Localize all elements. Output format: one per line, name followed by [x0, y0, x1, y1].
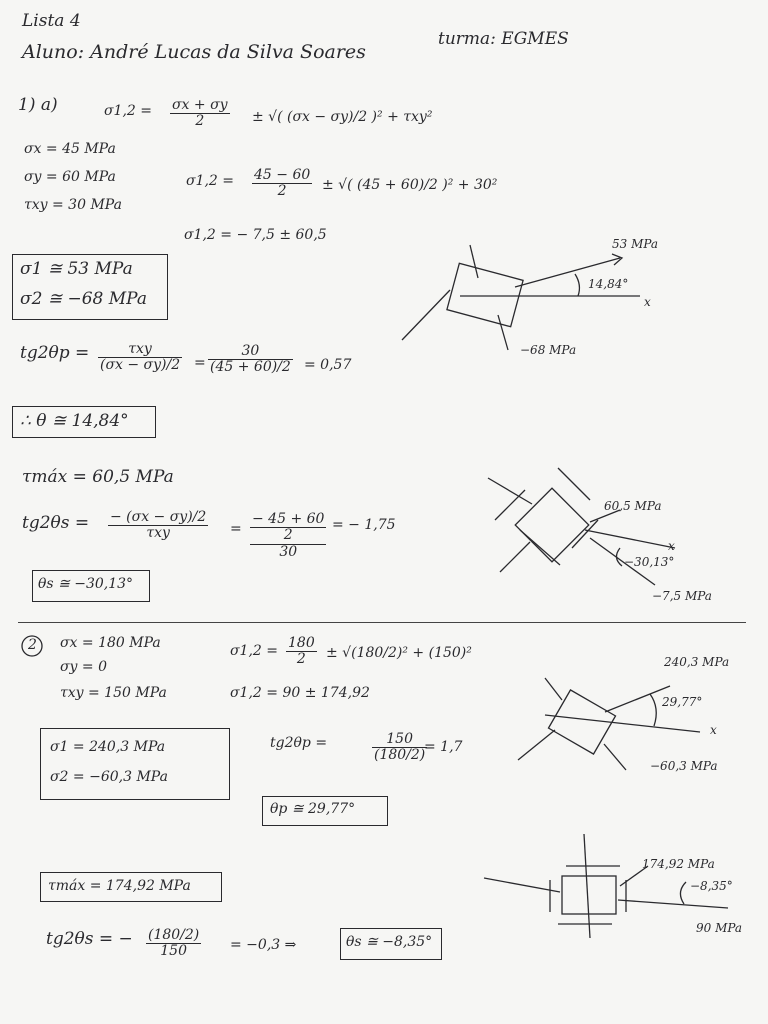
tgs-equals: = — [230, 521, 242, 537]
q2-given-tau-xy: τxy = 150 MPa — [60, 685, 167, 701]
tg-numerator-2: 30 — [208, 344, 293, 360]
q2-sub-rest: ± √(180/2)² + (150)² — [326, 645, 472, 661]
tg-result: = 0,57 — [304, 357, 352, 373]
theta-answer: ∴ θ ≅ 14,84° — [20, 411, 129, 431]
tgs-fraction-2 — [250, 512, 326, 560]
diag1-sigma2-label: −68 MPa — [520, 343, 577, 357]
principal-element-diagram-1 — [390, 230, 720, 380]
tg-fraction-2 — [208, 344, 293, 376]
sigma2-arrow — [518, 730, 555, 760]
given-sigma-y: σy = 60 MPa — [24, 169, 116, 185]
tg-denominator: (σx − σy)/2 — [100, 357, 181, 374]
q2-sigma-1-answer: σ1 = 240,3 MPa — [50, 739, 166, 755]
q2-tgs-numerator: (180/2) — [148, 927, 200, 943]
class-name: turma: EGMES — [438, 29, 569, 49]
tg-theta-s-fraction — [108, 510, 208, 542]
q2-tg-denominator: (180/2) — [374, 747, 426, 764]
formula-fraction — [170, 98, 230, 130]
given-sigma-x: σx = 45 MPa — [24, 141, 116, 157]
q2-diag2-s-label: 90 MPa — [696, 921, 743, 935]
given-tau-xy: τxy = 30 MPa — [24, 197, 122, 213]
theta-s-answer: θs ≅ −30,13° — [38, 576, 134, 592]
q2-sub-numerator: 180 — [288, 635, 315, 651]
q2-sigma-2-answer: σ2 = −60,3 MPa — [50, 769, 168, 785]
q2-tgs-fraction — [146, 928, 201, 960]
shear-arrow — [558, 468, 590, 500]
sub-denominator: 2 — [277, 183, 287, 200]
tg-theta-s-lhs: tg2θs = — [22, 513, 90, 533]
q2-tg-theta-p-lhs: tg2θp = — [270, 735, 328, 751]
tg-numerator: τxy — [98, 342, 182, 358]
angle-arc — [650, 694, 656, 726]
shear-element-diagram-1 — [480, 460, 720, 610]
q2-diag1-angle-label: 29,77° — [662, 695, 703, 709]
angle-arc — [575, 274, 579, 296]
q2-tgs-result: = −0,3 ⇒ — [230, 937, 297, 953]
diag2-angle-label: −30,13° — [624, 555, 675, 569]
tg-theta-p-lhs: tg2θp = — [20, 343, 90, 363]
sigma-arrow-top — [545, 678, 562, 700]
q2-tg-theta-s-lhs: tg2θs = − — [46, 929, 133, 949]
sub-fraction — [252, 168, 312, 200]
q2-tg-result: = 1,7 — [424, 739, 463, 755]
tgs-result: = − 1,75 — [332, 517, 396, 533]
sub-lhs: σ1,2 = — [186, 173, 235, 189]
sigma-arrow-bottom — [604, 744, 626, 770]
tg-theta-p-fraction — [98, 342, 182, 374]
q2-sub-fraction — [286, 636, 317, 668]
angle-arc — [680, 882, 686, 904]
question-2-label: 2 — [28, 637, 37, 653]
tgs-numerator-2: − 45 + 60 — [252, 511, 325, 527]
shear-arrow — [520, 530, 560, 565]
diag2-tau-label: 60,5 MPa — [604, 499, 662, 513]
sigma-arrow-bottom — [498, 315, 508, 350]
formula-denominator: 2 — [195, 113, 205, 130]
sigma1-arrow — [605, 686, 670, 712]
element-square-rotated — [515, 488, 589, 562]
tau-max: τmáx = 60,5 MPa — [22, 467, 174, 487]
q2-given-sigma-x: σx = 180 MPa — [60, 635, 161, 651]
formula-numerator: σx + σy — [172, 97, 228, 113]
student-name: Aluno: André Lucas da Silva Soares — [22, 41, 366, 63]
element-square — [562, 876, 616, 914]
sub-rest: ± √( (45 + 60)/2 )² + 30² — [322, 177, 498, 193]
shear-arrow — [495, 490, 525, 520]
diag1-x-label: x — [644, 295, 651, 309]
tg-equals: = — [194, 355, 206, 371]
sigma-arrow-top — [470, 245, 478, 278]
formula-rest: ± √( (σx − σy)/2 )² + τxy² — [252, 109, 433, 125]
q2-sub-lhs: σ1,2 = — [230, 643, 279, 659]
result-line: σ1,2 = − 7,5 ± 60,5 — [184, 227, 327, 243]
element-square — [447, 263, 523, 326]
sigma-1-answer: σ1 ≅ 53 MPa — [20, 259, 133, 279]
tgs-denominator: τxy — [146, 525, 170, 542]
normal-arrow-left — [484, 878, 560, 892]
q2-diag2-angle-label: −8,35° — [690, 879, 733, 893]
x-axis-line — [545, 715, 700, 732]
q2-diag2-tau-label: 174,92 MPa — [642, 857, 715, 871]
q2-diag1-x-label: x — [710, 723, 717, 737]
sigma-2-answer: σ2 ≅ −68 MPa — [20, 289, 147, 309]
q2-tgs-denominator: 150 — [160, 943, 187, 960]
q2-sub-denominator: 2 — [296, 651, 306, 668]
tgs-middle: 2 — [250, 528, 326, 544]
x-axis-line — [618, 900, 728, 908]
x-axis-line — [585, 530, 675, 548]
q2-tau-max: τmáx = 174,92 MPa — [48, 878, 191, 894]
q2-theta-s-answer: θs ≅ −8,35° — [346, 934, 433, 950]
q2-given-sigma-y: σy = 0 — [60, 659, 108, 675]
sigma2-arrow-left — [402, 290, 450, 340]
q2-diag1-sigma2-label: −60,3 MPa — [650, 759, 718, 773]
q2-theta-p-answer: θp ≅ 29,77° — [270, 801, 356, 817]
diag1-sigma1-label: 53 MPa — [612, 237, 659, 251]
section-divider — [18, 622, 746, 623]
diag2-x-label: x — [668, 539, 675, 553]
sub-numerator: 45 − 60 — [254, 167, 311, 183]
tgs-denominator-2: 30 — [279, 543, 298, 560]
diag1-angle-label: 14,84° — [588, 277, 629, 291]
shear-arrow — [488, 478, 532, 504]
vertical-axis — [584, 834, 590, 938]
q2-result-line: σ1,2 = 90 ± 174,92 — [230, 685, 370, 701]
diag2-s-label: −7,5 MPa — [652, 589, 712, 603]
question-1-label: 1) a) — [18, 95, 58, 115]
tg-denominator-2: (45 + 60)/2 — [210, 359, 291, 376]
formula-lhs: σ1,2 = — [104, 103, 153, 119]
tgs-numerator: − (σx − σy)/2 — [110, 509, 207, 525]
q2-tg-fraction — [372, 732, 427, 764]
shear-arrow — [572, 520, 598, 548]
q2-diag1-sigma1-label: 240,3 MPa — [664, 655, 730, 669]
q2-tg-numerator: 150 — [372, 732, 427, 748]
list-title: Lista 4 — [22, 11, 81, 31]
shear-arrow — [500, 542, 530, 572]
